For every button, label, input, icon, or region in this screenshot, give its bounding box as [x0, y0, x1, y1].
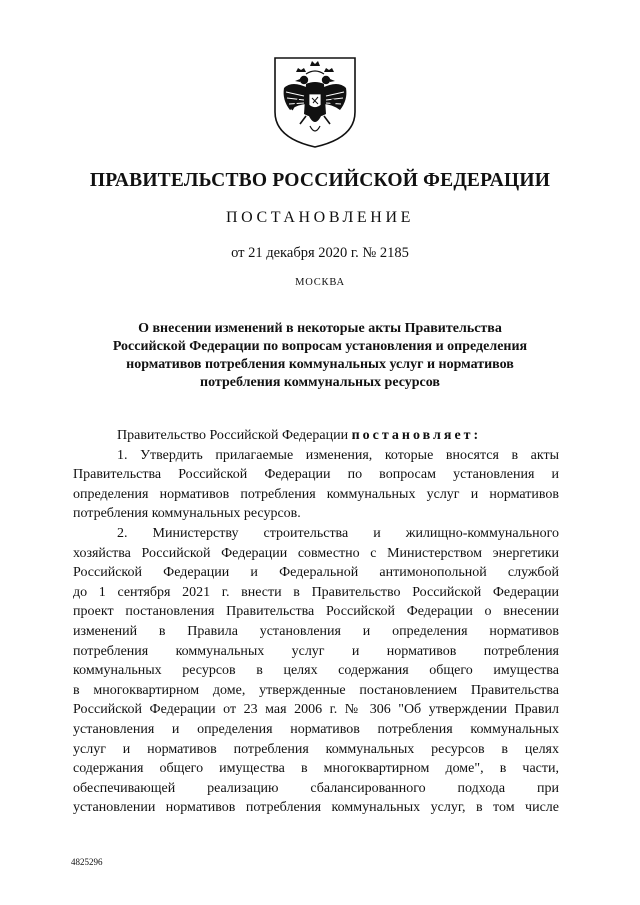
preamble-verb: постановляет:	[351, 428, 482, 443]
subject-line: нормативов потребления коммунальных услуг и нормативов	[126, 357, 514, 372]
paragraph-2-line: потребления коммунальных услуг и нормативов потребления	[73, 643, 559, 659]
paragraph-1-line: Правительства Российской Федерации по вопросам установления и	[73, 467, 559, 483]
paragraph-2-line: 2. Министерству строительства и жилищно-коммунального	[117, 525, 559, 541]
document-subject	[100, 320, 540, 392]
document-type: ПОСТАНОВЛЕНИЕ	[226, 209, 414, 226]
document-date-number: от 21 декабря 2020 г. № 2185	[231, 245, 409, 261]
paragraph-1-line: определения нормативов потребления коммунальных услуг и нормативов	[73, 486, 559, 502]
paragraph-1-line: 1. Утвердить прилагаемые изменения, которые вносятся в акты	[117, 447, 559, 463]
paragraph-2-line: хозяйства Российской Федерации совместно с Министерством энергетики	[73, 545, 559, 561]
paragraph-2-line: в многоквартирном доме, утвержденные постановлением Правительства	[73, 682, 559, 698]
subject-line: Российской Федерации по вопросам установления и определения	[112, 339, 528, 354]
paragraph-2-line: установления и определения нормативов потребления коммунальных	[73, 721, 559, 737]
paragraph-1-line: потребления коммунальных ресурсов.	[73, 506, 301, 522]
paragraph-2-line: Российской Федерации и Федеральной антимонопольной службой	[73, 565, 559, 581]
paragraph-2-line: содержания общего имущества в многоквартирном доме", в части,	[73, 761, 559, 777]
paragraph-2-line: проект постановления Правительства Российской Федерации о внесении	[73, 604, 559, 620]
document-city: МОСКВА	[295, 277, 345, 288]
coat-of-arms-icon	[270, 52, 360, 150]
subject-line: О внесении изменений в некоторые акты Правительства	[138, 321, 502, 336]
paragraph-2-line: Российской Федерации от 23 мая 2006 г. № 306 "Об утверждении Правил	[73, 702, 559, 718]
subject-line: потребления коммунальных ресурсов	[200, 375, 440, 390]
document-body	[73, 426, 559, 818]
paragraph-2-line: изменений в Правила установления и определения нормативов	[73, 623, 559, 639]
paragraph-2-line: услуг и нормативов потребления коммунальных ресурсов в целях	[73, 741, 559, 757]
document-code: 4825296	[71, 857, 103, 867]
paragraph-2-line: установлении нормативов потребления коммунальных услуг, в том числе	[73, 800, 559, 816]
government-title: ПРАВИТЕЛЬСТВО РОССИЙСКОЙ ФЕДЕРАЦИИ	[89, 170, 551, 191]
paragraph-2-line: до 1 сентября 2021 г. внести в Правительство Российской Федерации	[73, 584, 559, 600]
paragraph-2-line: коммунальных ресурсов в целях содержания общего имущества	[73, 663, 559, 679]
paragraph-2-line: обеспечивающей реализацию сбалансированного подхода при	[73, 780, 559, 796]
preamble	[73, 426, 559, 446]
preamble-text: Правительство Российской Федерации	[117, 428, 349, 443]
